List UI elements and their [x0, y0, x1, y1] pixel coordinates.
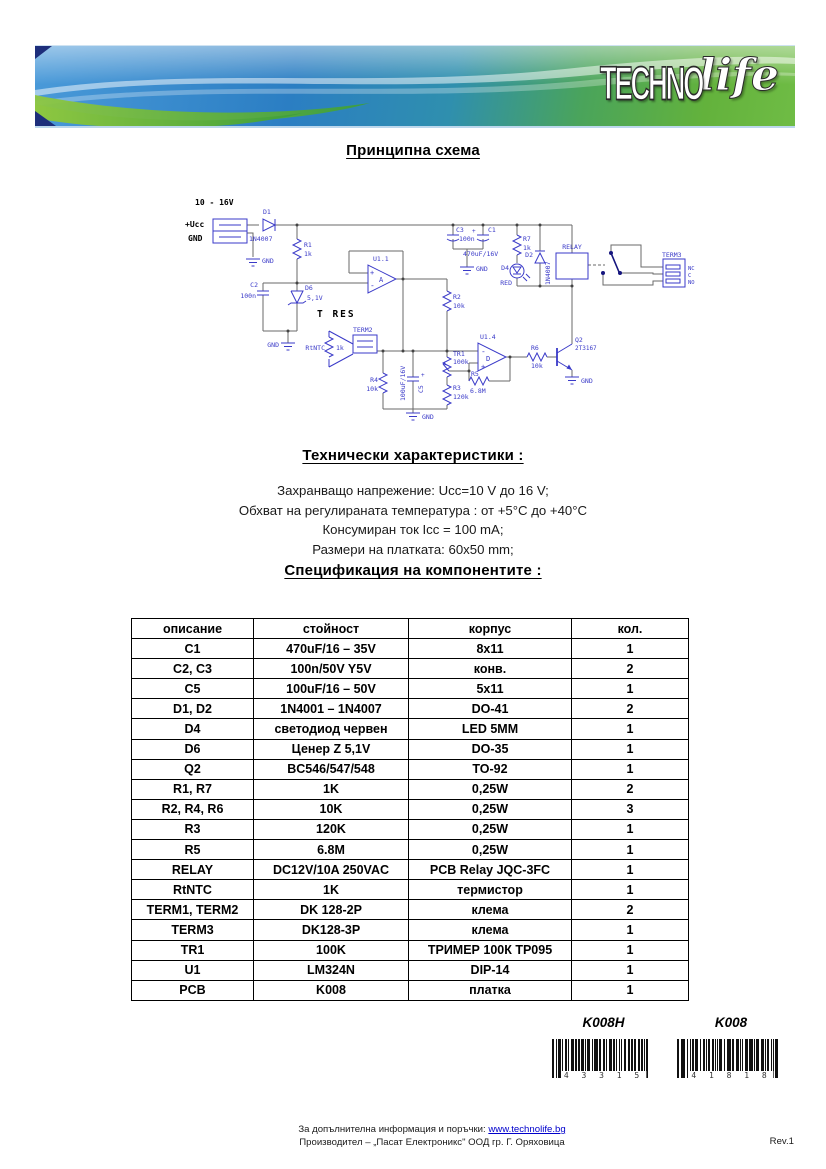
spec-cell: 1 [572, 719, 689, 739]
tech-spec-line: Захранващо напрежение: Ucc=10 V до 16 V; [277, 483, 549, 498]
spec-cell: 2 [572, 900, 689, 920]
spec-cell: 1 [572, 819, 689, 839]
term2-block [353, 335, 377, 353]
spec-cell: 100n/50V Y5V [254, 659, 409, 679]
label-r1-value: 1k [304, 250, 312, 258]
table-row [132, 960, 689, 980]
footer-website-link[interactable]: www.technolife.bg [488, 1124, 566, 1135]
label-r2: R2 [453, 293, 461, 301]
gnd-symbol [246, 259, 260, 266]
spec-cell: 2 [572, 779, 689, 799]
spec-cell: C2, C3 [132, 659, 254, 679]
label-r6: R6 [531, 344, 539, 352]
r1-resistor [293, 239, 301, 259]
tech-spec-line: Обхват на регулираната температура : от +5°C до +40°C [238, 502, 588, 518]
table-row [132, 980, 689, 1000]
label-u14-plus: + [481, 363, 486, 371]
table-row [132, 699, 689, 719]
spec-cell: D4 [132, 719, 254, 739]
spec-header-row [132, 619, 689, 639]
logo-life-text: life [698, 50, 779, 101]
spec-cell: клема [409, 900, 572, 920]
r4-resistor [379, 373, 387, 393]
spec-cell: 1 [572, 960, 689, 980]
spec-cell: DK 128-2P [254, 900, 409, 920]
label-r4: R4 [370, 376, 378, 384]
spec-cell: 6.8M [254, 840, 409, 860]
label-u11: U1.1 [373, 255, 389, 263]
spec-cell: 1 [572, 940, 689, 960]
label-no: NO [688, 280, 695, 286]
label-d1-value: 1N4007 [249, 235, 273, 243]
spec-cell: 1N4001 – 1N4007 [254, 699, 409, 719]
spec-cell: TERM1, TERM2 [132, 900, 254, 920]
table-row [132, 900, 689, 920]
label-relay: RELAY [562, 243, 582, 251]
table-row [132, 719, 689, 739]
spec-cell: R3 [132, 819, 254, 839]
spec-cell: 3 [572, 799, 689, 819]
label-u14: U1.4 [480, 333, 496, 341]
label-gnd3: GND [476, 265, 488, 273]
spec-cell: 1 [572, 880, 689, 900]
label-c1-value: 470uF/16V [463, 250, 499, 258]
spec-cell: конв. [409, 659, 572, 679]
label-c1-plus: + [472, 228, 476, 235]
spec-cell: 1 [572, 860, 689, 880]
component-symbols [213, 219, 685, 420]
spec-cell: 0,25W [409, 779, 572, 799]
spec-cell: термистор [409, 880, 572, 900]
tech-specs [0, 481, 826, 559]
spec-cell: 100K [254, 940, 409, 960]
label-gnd5: GND [581, 377, 593, 385]
label-t-res: T RES [317, 309, 356, 320]
footer [230, 1124, 634, 1149]
spec-cell: 1K [254, 880, 409, 900]
spec-cell: 8x11 [409, 639, 572, 659]
d6-zener [288, 291, 306, 305]
r7-resistor [513, 235, 521, 255]
spec-cell: 1 [572, 980, 689, 1000]
spec-cell: K008 [254, 980, 409, 1000]
table-row [132, 860, 689, 880]
label-r3: R3 [453, 384, 461, 392]
label-c1: C1 [488, 226, 496, 234]
label-r5: R5 [471, 370, 479, 378]
spec-cell: C5 [132, 679, 254, 699]
spec-cell: RtNTC [132, 880, 254, 900]
label-d2: D2 [525, 251, 533, 259]
label-input-voltage: 10 - 16V [195, 198, 234, 207]
r5-resistor [469, 377, 489, 385]
tech-spec-line: Консумиран ток Icc = 100 mA; [322, 522, 504, 537]
label-gnd-input: GND [188, 234, 203, 243]
label-ucc: +Ucc [185, 220, 205, 229]
relay-switch [601, 251, 622, 275]
barcode-digits: 4 1 8 1 8 [688, 1071, 773, 1080]
label-d2-value: 1N4007 [544, 261, 552, 285]
spec-cell: BC546/547/548 [254, 759, 409, 779]
table-row [132, 819, 689, 839]
label-r2-value: 10k [453, 302, 465, 310]
table-row [132, 679, 689, 699]
label-r5-value: 6.8M [470, 387, 486, 395]
column-header: кол. [572, 619, 689, 639]
component-spec-table [131, 618, 689, 1001]
label-q2-value: 2T3167 [575, 345, 597, 352]
spec-cell: 5x11 [409, 679, 572, 699]
column-header: описание [132, 619, 254, 639]
spec-cell: 470uF/16 – 35V [254, 639, 409, 659]
table-row [132, 940, 689, 960]
spec-cell: 2 [572, 659, 689, 679]
label-gnd1: GND [262, 257, 274, 265]
label-term3: TERM3 [662, 251, 682, 259]
table-row [132, 759, 689, 779]
table-row [132, 920, 689, 940]
column-header: стойност [254, 619, 409, 639]
spec-cell: 1 [572, 759, 689, 779]
label-r6-value: 10k [531, 362, 543, 370]
spec-cell: LM324N [254, 960, 409, 980]
spec-cell: C1 [132, 639, 254, 659]
spec-cell: DO-41 [409, 699, 572, 719]
table-row [132, 880, 689, 900]
label-d6: D6 [305, 284, 313, 292]
r6-resistor [527, 353, 547, 361]
spec-cell: 0,25W [409, 840, 572, 860]
spec-cell: R1, R7 [132, 779, 254, 799]
d1-diode [263, 219, 275, 231]
label-d4: D4 [501, 264, 509, 272]
spec-cell: TO-92 [409, 759, 572, 779]
d4-led [510, 264, 524, 278]
logo-techno-text: TECHNO [600, 57, 703, 110]
footer-info-text: За допълнителна информация и поръчки: [298, 1124, 486, 1135]
rtntc-resistor [325, 337, 333, 357]
label-u14-minus: - [481, 347, 486, 356]
label-gnd2: GND [267, 341, 279, 349]
label-c5-plus: + [421, 372, 425, 379]
label-c: C [688, 273, 692, 279]
label-r3-value: 120k [453, 393, 469, 401]
spec-cell: светодиод червен [254, 719, 409, 739]
spec-cell: 1 [572, 840, 689, 860]
spec-cell: DK128-3P [254, 920, 409, 940]
label-r7-value: 1k [523, 244, 531, 252]
spec-cell: DIP-14 [409, 960, 572, 980]
table-row [132, 659, 689, 679]
label-r7: R7 [523, 235, 531, 243]
spec-table-body [132, 639, 689, 1001]
label-d4-value: RED [500, 279, 512, 287]
c2-capacitor [257, 291, 269, 295]
circuit-schematic [183, 193, 799, 435]
footer-manufacturer: Производител – „Пасат Електроникс" ООД гр. Г. Оряховица [299, 1136, 565, 1148]
label-c3-value: 100n [459, 235, 475, 243]
revision-label: Rev.1 [769, 1136, 794, 1147]
tr1-trimmer [443, 357, 451, 377]
spec-cell: 1 [572, 739, 689, 759]
spec-table-head [132, 619, 689, 639]
spec-cell: 10K [254, 799, 409, 819]
r2-resistor [443, 291, 451, 311]
label-term2: TERM2 [353, 326, 373, 334]
label-rtntc: RtNTC [305, 344, 325, 352]
gnd-symbol [281, 343, 295, 350]
spec-cell: R5 [132, 840, 254, 860]
label-d1: D1 [263, 208, 271, 216]
label-c2-value: 100n [240, 292, 256, 300]
code-label-k008h: K008H [582, 1015, 625, 1030]
table-row [132, 779, 689, 799]
spec-cell: TR1 [132, 940, 254, 960]
spec-cell: 1K [254, 779, 409, 799]
label-tr1-value: 100k [453, 358, 469, 366]
spec-cell: клема [409, 920, 572, 940]
schematic-title: Принципна схема [346, 142, 480, 159]
label-u11-letter: A [379, 276, 384, 284]
spec-cell: RELAY [132, 860, 254, 880]
label-c2: C2 [250, 281, 258, 289]
d2-diode [535, 251, 545, 263]
spec-cell: 0,25W [409, 799, 572, 819]
table-row [132, 799, 689, 819]
label-c5-value: 100uF/16V [399, 365, 407, 401]
label-u14-letter: D [486, 355, 491, 363]
gnd-symbol [406, 413, 420, 420]
column-header: корпус [409, 619, 572, 639]
spec-cell: PCB Relay JQC-3FC [409, 860, 572, 880]
tech-title: Технически характеристики : [302, 447, 524, 464]
label-d6-value: 5,1V [307, 294, 323, 302]
header-banner [35, 45, 795, 128]
label-rtntc-value: 1k [336, 344, 344, 352]
spec-cell: 1 [572, 679, 689, 699]
spec-cell: DC12V/10A 250VAC [254, 860, 409, 880]
spec-cell: U1 [132, 960, 254, 980]
spec-cell: платка [409, 980, 572, 1000]
table-row [132, 639, 689, 659]
spec-cell: Q2 [132, 759, 254, 779]
spec-cell: 0,25W [409, 819, 572, 839]
spec-cell: PCB [132, 980, 254, 1000]
spec-cell: DO-35 [409, 739, 572, 759]
label-q2: Q2 [575, 336, 583, 344]
spec-cell: Ценер Z 5,1V [254, 739, 409, 759]
barcode-k008h [552, 1039, 655, 1078]
spec-cell: TERM3 [132, 920, 254, 940]
spec-cell: ТРИМЕР 100К ТР095 [409, 940, 572, 960]
spec-cell: 120K [254, 819, 409, 839]
spec-cell: 100uF/16 – 50V [254, 679, 409, 699]
label-r4-value: 10k [366, 385, 378, 393]
spec-cell: D1, D2 [132, 699, 254, 719]
label-r1: R1 [304, 241, 312, 249]
gnd-symbol [460, 267, 474, 274]
label-c3: C3 [456, 226, 464, 234]
spec-cell: 1 [572, 639, 689, 659]
label-nc: NC [688, 266, 695, 272]
label-u11-plus: + [370, 269, 375, 277]
c5-capacitor [407, 377, 419, 381]
tech-spec-line: Размери на платката: 60x50 mm; [312, 541, 514, 557]
barcode-k008 [677, 1039, 785, 1078]
relay-coil [556, 253, 588, 279]
spec-cell: 1 [572, 920, 689, 940]
barcode-digits: 4 3 3 1 5 [561, 1071, 646, 1080]
label-gnd4: GND [422, 413, 434, 421]
gnd-symbol [565, 377, 579, 384]
label-c5: C5 [417, 385, 425, 393]
r3-resistor [443, 385, 451, 405]
label-tr1: TR1 [453, 350, 465, 358]
table-row [132, 840, 689, 860]
code-label-k008: K008 [714, 1015, 748, 1030]
table-row [132, 739, 689, 759]
spec-cell: R2, R4, R6 [132, 799, 254, 819]
spec-cell: LED 5MM [409, 719, 572, 739]
spec-cell: D6 [132, 739, 254, 759]
spec-title: Спецификация на компонентите : [284, 562, 542, 579]
spec-cell: 2 [572, 699, 689, 719]
technolife-logo [564, 50, 779, 110]
label-u11-minus: - [370, 281, 375, 290]
